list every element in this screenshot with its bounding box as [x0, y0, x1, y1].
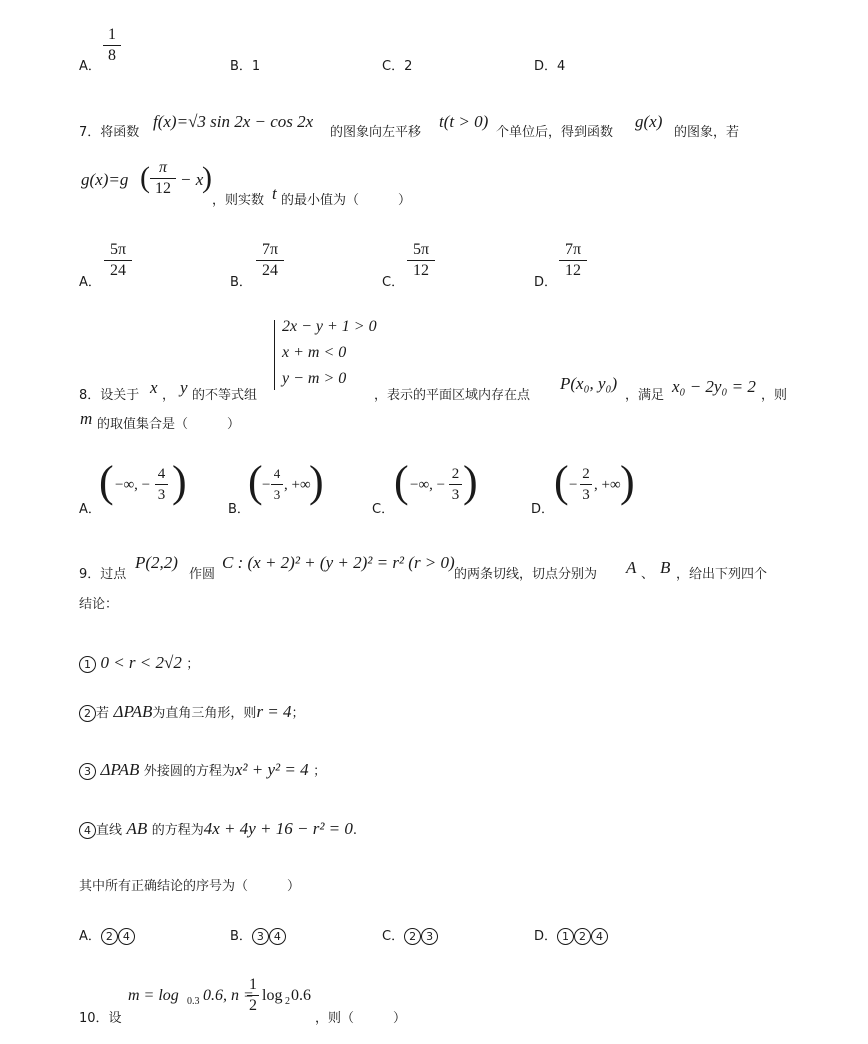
q10-base1: 0.3 [187, 996, 200, 1007]
q8-text1: 的不等式组 [192, 388, 258, 403]
q8-option-a-paren-open: ( [99, 457, 114, 506]
q6-option-a-fraction [103, 26, 121, 65]
q8-inequality-1: 2x − y + 1 > 0 [282, 318, 377, 335]
q10-arg2: 0.6 [291, 987, 311, 1004]
q8-text3: ，满足 [625, 388, 665, 403]
q9-point: P(2,2) [135, 553, 178, 572]
q7-option-c-fraction [407, 241, 435, 280]
q8-var-y: y [180, 378, 188, 397]
q8-text5: 的取值集合是（ ） [97, 417, 241, 432]
q9-text2: 的两条切线，切点分别为 [454, 567, 598, 582]
q9-option-b-label: B． [230, 929, 252, 944]
q7-option-c-label: C． [382, 275, 405, 290]
q8-inequality-3: y − m > 0 [282, 370, 347, 387]
q7-option-c-num: 5π [412, 241, 430, 258]
q7-text2: 个单位后，得到函数 [496, 125, 614, 140]
q9-conclusion-4-ab: AB [126, 819, 148, 838]
q7-cond-numerator: π [158, 159, 167, 176]
q8-option-b-right: , +∞ [284, 477, 311, 493]
q7-paren-open: ( [140, 161, 150, 194]
circled-number: 3 [252, 928, 269, 945]
q9-option-c [382, 925, 438, 945]
q7-condition-right: − x [180, 170, 204, 189]
q7-option-d-label: D． [534, 275, 558, 290]
q8-option-b-den: 3 [273, 487, 281, 502]
q7-text5: 的最小值为（ ） [281, 193, 412, 208]
q7-option-a-den: 24 [110, 262, 126, 279]
q9-conclusion-2-end: ； [291, 706, 305, 721]
q7-option-b-fraction [256, 241, 284, 280]
circled-number: 1 [557, 928, 574, 945]
q9-point-b: B [660, 558, 671, 577]
q7-option-d-fraction [559, 241, 587, 280]
circled-number: 2 [574, 928, 591, 945]
q8-option-d-den: 3 [582, 487, 590, 503]
q8-option-b-paren-open: ( [248, 457, 263, 506]
q9-conclusion-4-text-b: 的方程为 [151, 823, 204, 838]
q9-option-d-label: D． [534, 929, 558, 944]
q8-comma: ， [162, 388, 176, 403]
q7-option-a-num: 5π [109, 241, 127, 258]
q7-cond-denominator: 12 [155, 180, 171, 197]
q10-text: ，则（ ） [315, 1011, 407, 1026]
q8-option-b-num: 4 [273, 466, 281, 481]
q8-option-c-num: 2 [451, 466, 460, 482]
q8-option-c-paren-close: ) [463, 457, 478, 506]
q7-function: f(x)=√3 sin 2x − cos 2x [153, 112, 314, 131]
circled-number: 4 [591, 928, 608, 945]
q7-option-a-label: A． [79, 275, 101, 290]
q7-paren-close: ) [202, 161, 212, 194]
q9-conclusion-4-equation: 4x + 4y + 16 − r² = 0 [203, 819, 353, 838]
q7-option-d-den: 12 [565, 262, 581, 279]
q9-number: 9．过点 [79, 567, 127, 582]
q9-option-c-label: C． [382, 929, 405, 944]
circled-number: 2 [404, 928, 421, 945]
q7-t: t [272, 184, 277, 203]
q9-conclusion-4-text-a: 直线 [96, 823, 123, 838]
q8-option-d-right: , +∞ [594, 477, 621, 493]
circled-number: 4 [269, 928, 286, 945]
q7-text3: 的图象，若 [674, 125, 740, 140]
q9-conclusion-3-triangle: ΔPAB [100, 760, 140, 779]
q10-log2: log [262, 987, 283, 1004]
q8-option-d-num: 2 [582, 466, 590, 482]
q8-option-c-paren-open: ( [394, 457, 409, 506]
circled-number-2: 2 [79, 705, 96, 722]
q9-option-b [230, 925, 286, 945]
q8-number: 8．设关于 [79, 388, 140, 403]
q8-option-b-paren-close: ) [309, 457, 324, 506]
q8-equation: x₀ − 2y₀ = 2 [672, 377, 756, 396]
q9-sep: 、 [641, 567, 655, 582]
q8-var-x: x [150, 378, 158, 397]
q10-number: 10．设 [79, 1011, 122, 1026]
q7-option-a-fraction [104, 241, 132, 280]
circled-number-4: 4 [79, 822, 96, 839]
q8-option-d-left: − [569, 477, 578, 493]
q7-number: 7．将函数 [79, 125, 140, 140]
q7-option-d-num: 7π [564, 241, 582, 258]
q9-conclusion-2-r: r = 4 [256, 702, 292, 721]
q8-point: P(x₀, y₀) [560, 374, 618, 393]
q6-option-a-label: A． [79, 59, 101, 74]
q8-option-d-paren-close: ) [620, 457, 635, 506]
q8-option-a-fraction [155, 465, 168, 504]
q7-option-c-den: 12 [413, 262, 429, 279]
q7-shift: t(t > 0) [439, 112, 489, 131]
q9-question: 其中所有正确结论的序号为（ ） [79, 879, 301, 894]
q9-conclusion-2 [79, 702, 305, 722]
circled-number: 2 [101, 928, 118, 945]
q9-text1: 作圆 [189, 567, 216, 582]
q8-option-d-paren-open: ( [554, 457, 569, 506]
q9-conclusion-3-equation: x² + y² = 4 [234, 760, 309, 779]
q9-conclusion-3-end: ； [313, 764, 327, 779]
q9-conclusion-3 [79, 760, 326, 780]
q9-option-a [79, 925, 135, 945]
q10-expr-mid: 0.6, n = [203, 987, 254, 1004]
q7-option-b-num: 7π [261, 241, 279, 258]
q8-option-b-left: − [262, 477, 271, 493]
q8-option-c-fraction [449, 465, 462, 504]
q9-conclusion-3-text: 外接圆的方程为 [143, 764, 235, 779]
circled-number: 3 [421, 928, 438, 945]
q7-option-b-label: B． [230, 275, 252, 290]
q7-option-b-den: 24 [262, 262, 278, 279]
q8-option-a-paren-close: ) [172, 457, 187, 506]
q9-point-a: A [626, 558, 637, 577]
q6-option-b: B．1 [230, 59, 261, 74]
q8-option-c-left: −∞, − [410, 477, 446, 493]
q9-conclusion-4 [79, 819, 357, 839]
q9-option-d [534, 925, 608, 945]
q9-conclusion-1-math: 0 < r < 2√2 [100, 653, 182, 672]
q9-conclusion-2-triangle: ΔPAB [113, 702, 153, 721]
q7-condition-fraction [150, 159, 176, 198]
q8-option-b-label: B． [228, 502, 250, 517]
q10-numerator: 1 [249, 976, 257, 993]
circled-number-1: 1 [79, 656, 96, 673]
q8-text2: ，表示的平面区域内存在点 [374, 388, 531, 403]
q9-circle-equation: C : (x + 2)² + (y + 2)² = r² (r > 0) [222, 553, 455, 572]
circled-number: 4 [118, 928, 135, 945]
q9-option-a-label: A． [79, 929, 101, 944]
q8-option-c-label: C． [372, 502, 395, 517]
q7-text4: ，则实数 [212, 193, 265, 208]
q8-option-a-label: A． [79, 502, 101, 517]
q9-text4: 结论： [79, 597, 119, 612]
q8-option-c-den: 3 [451, 487, 460, 503]
q9-conclusion-1 [79, 653, 199, 673]
q7-gfunc: g(x) [635, 112, 663, 131]
q7-condition-left: g(x)=g [81, 170, 129, 189]
q10-fraction [247, 976, 259, 1015]
q8-option-a-left: −∞, − [115, 477, 151, 493]
q6-option-d: D．4 [534, 59, 566, 74]
circled-number-3: 3 [79, 763, 96, 780]
q8-inequality-2: x + m < 0 [282, 344, 347, 361]
q8-option-d-label: D． [531, 502, 555, 517]
q9-text3: ，给出下列四个 [676, 567, 768, 582]
q8-system-brace [274, 320, 275, 390]
q6-a-numerator: 1 [108, 26, 116, 43]
q8-option-a-den: 3 [157, 487, 166, 503]
q8-option-d-fraction [580, 465, 592, 504]
q9-conclusion-2-text-b: 为直角三角形，则 [152, 706, 257, 721]
q8-var-m: m [80, 409, 93, 428]
q10-base2: 2 [285, 996, 290, 1007]
q7-text1: 的图象向左平移 [330, 125, 422, 140]
q8-option-a-num: 4 [157, 466, 166, 482]
q10-denominator: 2 [249, 997, 257, 1014]
q8-text4: ，则 [761, 388, 788, 403]
q6-a-denominator: 8 [108, 47, 116, 64]
q9-conclusion-1-end: ； [186, 657, 200, 672]
q8-option-b-fraction [271, 465, 283, 504]
q6-option-c: C．2 [382, 59, 413, 74]
q9-conclusion-2-text-a: 若 [96, 706, 110, 721]
q9-conclusion-4-end: . [352, 823, 358, 838]
q10-expr-left: m = log [128, 987, 179, 1004]
